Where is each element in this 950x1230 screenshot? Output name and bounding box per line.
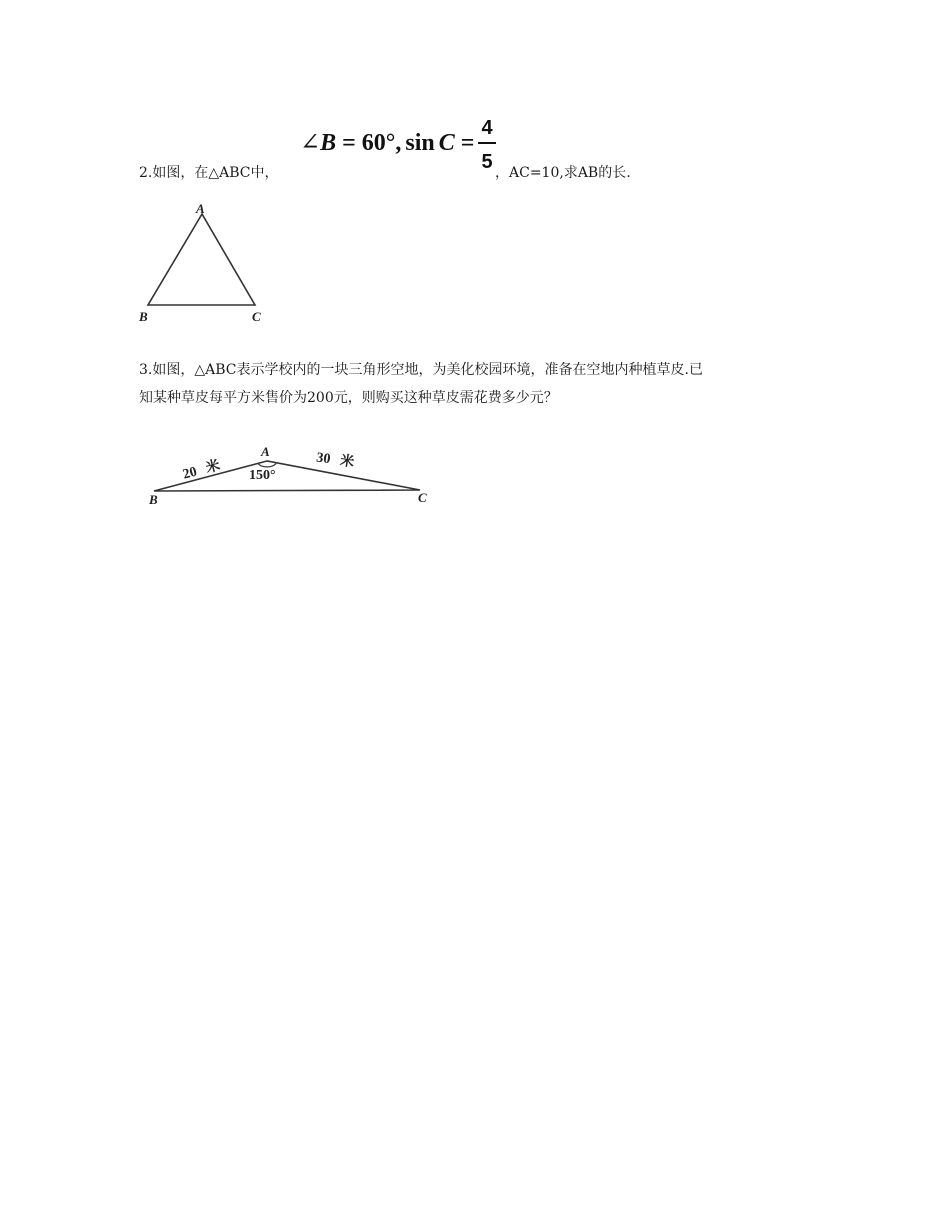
angle-eq: = 60°,	[336, 130, 402, 156]
angle-label: 150°	[249, 468, 276, 483]
side-ab-length: 20	[181, 464, 199, 483]
fraction-numerator: 4	[481, 117, 493, 139]
sin-func: sin	[405, 130, 435, 156]
angle-symbol: ∠	[300, 130, 321, 156]
svg-text:∠B = 60°,sinC =	[300, 130, 474, 156]
vertex-label-a: A	[261, 444, 270, 459]
question-3	[139, 356, 819, 412]
sin-var: C	[438, 130, 455, 156]
fraction-denominator: 5	[481, 151, 493, 173]
vertex-label-c: C	[252, 309, 261, 324]
angle-arc	[258, 464, 276, 467]
side-ab-unit: 米	[204, 457, 222, 477]
given-formula	[300, 116, 500, 176]
question-2-suffix: ，AC=10,求AB的长.	[495, 165, 631, 181]
question-2-prefix: 2.如图，在△ABC中，	[139, 165, 279, 181]
vertex-label-b: B	[139, 309, 148, 324]
vertex-label-c: C	[418, 490, 427, 505]
vertex-label-a: A	[196, 201, 205, 216]
side-ac-label	[315, 448, 355, 470]
question-3-line-1: 3.如图，△ABC表示学校内的一块三角形空地，为美化校园环境，准备在空地内种植草皮.已	[139, 362, 703, 378]
triangle-abc	[148, 214, 255, 305]
triangle-figure-q3	[140, 440, 450, 519]
side-ac-length: 30	[315, 450, 332, 468]
vertex-label-b: B	[149, 492, 158, 507]
triangle-figure-q2	[136, 200, 276, 334]
side-ac-unit: 米	[339, 452, 356, 471]
angle-var: B	[320, 130, 337, 156]
question-3-line-2: 知某种草皮每平方米售价为200元，则购买这种草皮需花费多少元？	[139, 390, 558, 406]
sin-eq: =	[454, 130, 475, 156]
